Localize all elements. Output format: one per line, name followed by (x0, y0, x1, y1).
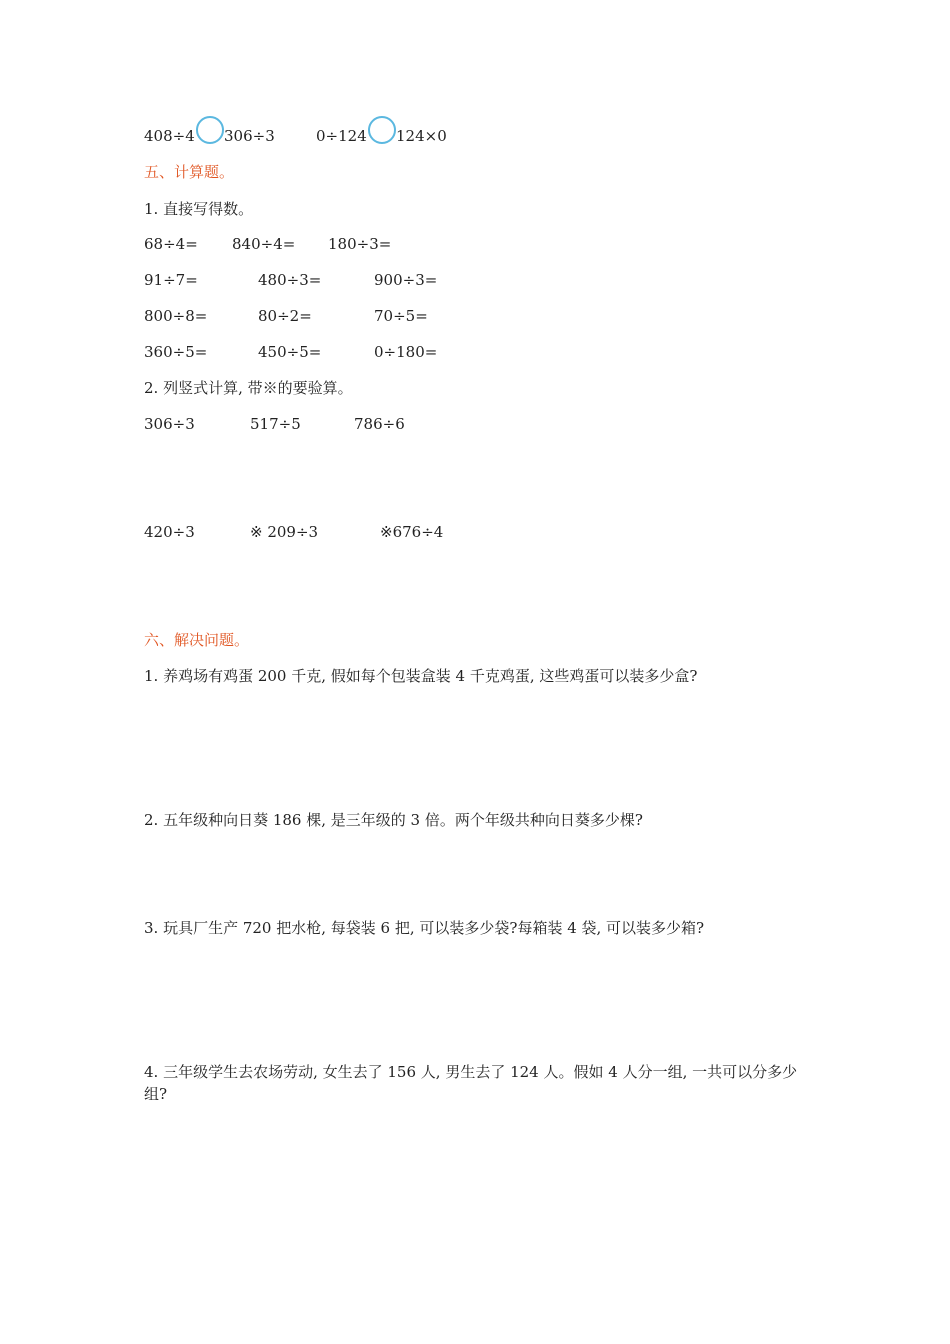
vertical-item: 420÷3 (144, 523, 195, 541)
section5-q1-title: 1. 直接写得数。 (144, 200, 254, 218)
vertical-item: ※676÷4 (380, 523, 444, 541)
answer-circle-2[interactable] (368, 116, 396, 144)
direct-item: 91÷7= (144, 271, 198, 289)
vertical-item: ※ 209÷3 (250, 523, 319, 541)
direct-item: 900÷3= (374, 271, 438, 289)
direct-item: 68÷4= (144, 235, 198, 253)
direct-item: 180÷3= (328, 235, 392, 253)
direct-item: 800÷8= (144, 307, 208, 325)
answer-circle-1[interactable] (196, 116, 224, 144)
section5-title: 五、计算题。 (144, 163, 235, 181)
direct-item: 80÷2= (258, 307, 312, 325)
problem-1: 1. 养鸡场有鸡蛋 200 千克, 假如每个包装盒装 4 千克鸡蛋, 这些鸡蛋可以装多少盒? (144, 667, 698, 685)
direct-item: 360÷5= (144, 343, 208, 361)
compare-b-left: 0÷124 (316, 127, 367, 145)
direct-item: 480÷3= (258, 271, 322, 289)
direct-item: 450÷5= (258, 343, 322, 361)
problem-4: 4. 三年级学生去农场劳动, 女生去了 156 人, 男生去了 124 人。假如 4 人分一组, 一共可以分多少组? (144, 1063, 798, 1103)
section6-title: 六、解决问题。 (144, 631, 250, 649)
problem-2: 2. 五年级种向日葵 186 棵, 是三年级的 3 倍。两个年级共种向日葵多少棵? (144, 811, 643, 829)
direct-item: 70÷5= (374, 307, 428, 325)
vertical-item: 786÷6 (354, 415, 405, 433)
direct-item: 840÷4= (232, 235, 296, 253)
section5-q2-title: 2. 列竖式计算, 带※的要验算。 (144, 379, 353, 397)
vertical-item: 306÷3 (144, 415, 195, 433)
compare-a-left: 408÷4 (144, 127, 195, 145)
vertical-item: 517÷5 (250, 415, 301, 433)
compare-b-right: 124×0 (396, 127, 447, 145)
direct-item: 0÷180= (374, 343, 438, 361)
compare-a-right: 306÷3 (224, 127, 275, 145)
problem-3: 3. 玩具厂生产 720 把水枪, 每袋装 6 把, 可以装多少袋?每箱装 4 袋, 可以装多少箱? (144, 919, 705, 937)
